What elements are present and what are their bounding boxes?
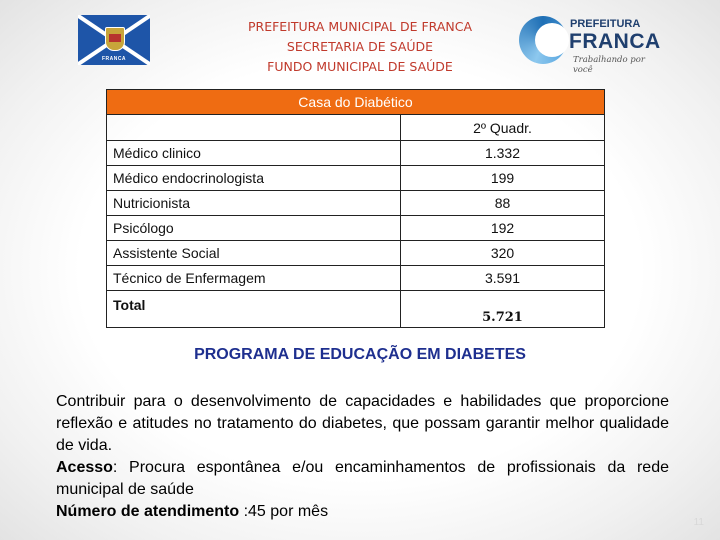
row-label: Médico endocrinologista — [107, 166, 401, 191]
flag-text: FRANCA — [101, 56, 127, 62]
row-value: 320 — [401, 241, 605, 266]
logo-swirl-icon — [519, 16, 567, 64]
attendance-label: Número de atendimento — [56, 503, 240, 520]
row-label: Assistente Social — [107, 241, 401, 266]
table-row — [107, 191, 605, 216]
attendance-paragraph — [56, 501, 669, 523]
header-line-3: FUNDO MUNICIPAL DE SAÚDE — [267, 59, 453, 74]
program-description-block — [56, 391, 669, 523]
coat-of-arms-icon — [105, 27, 125, 51]
table-header-empty — [107, 115, 401, 141]
logo-text-franca: FRANCA — [569, 30, 661, 53]
row-value: 192 — [401, 216, 605, 241]
header-line-2: SECRETARIA DE SAÚDE — [286, 39, 434, 54]
table-total-row — [107, 291, 605, 328]
logo-tagline: Trabalhando por você — [573, 55, 645, 75]
row-label: Médico clinico — [107, 141, 401, 166]
row-value: 199 — [401, 166, 605, 191]
franca-flag-logo — [78, 15, 150, 65]
total-label: Total — [107, 291, 401, 328]
slide-number: 11 — [693, 517, 704, 528]
row-label: Nutricionista — [107, 191, 401, 216]
row-value: 88 — [401, 191, 605, 216]
row-label: Técnico de Enfermagem — [107, 266, 401, 291]
program-description: Contribuir para o desenvolvimento de capacidades e habilidades que proporcione reflexão e atitudes no tratamento do diabetes, que possam garantir melhor qualidade de vida. — [56, 393, 669, 454]
header-line-1: PREFEITURA MUNICIPAL DE FRANCA — [247, 19, 473, 34]
attendance-table — [106, 89, 605, 328]
access-paragraph — [56, 457, 669, 501]
attendance-text: :45 por mês — [239, 503, 329, 520]
table-row — [107, 266, 605, 291]
total-value: 5.721 — [482, 310, 523, 325]
table-row — [107, 216, 605, 241]
access-text: : Procura espontânea e/ou encaminhamentos de profissionais da rede municipal de saúde — [56, 459, 669, 498]
table-row — [107, 166, 605, 191]
logo-text-prefeitura: PREFEITURA — [570, 18, 641, 30]
prefeitura-franca-logo — [515, 10, 665, 75]
table-row — [107, 241, 605, 266]
page-header — [200, 17, 520, 77]
table-column-header: 2º Quadr. — [401, 115, 605, 141]
row-value: 3.591 — [401, 266, 605, 291]
table-row — [107, 141, 605, 166]
program-title: PROGRAMA DE EDUCAÇÃO EM DIABETES — [194, 346, 526, 363]
row-value: 1.332 — [401, 141, 605, 166]
row-label: Psicólogo — [107, 216, 401, 241]
table-title: Casa do Diabético — [107, 90, 605, 115]
access-label: Acesso — [56, 459, 113, 476]
